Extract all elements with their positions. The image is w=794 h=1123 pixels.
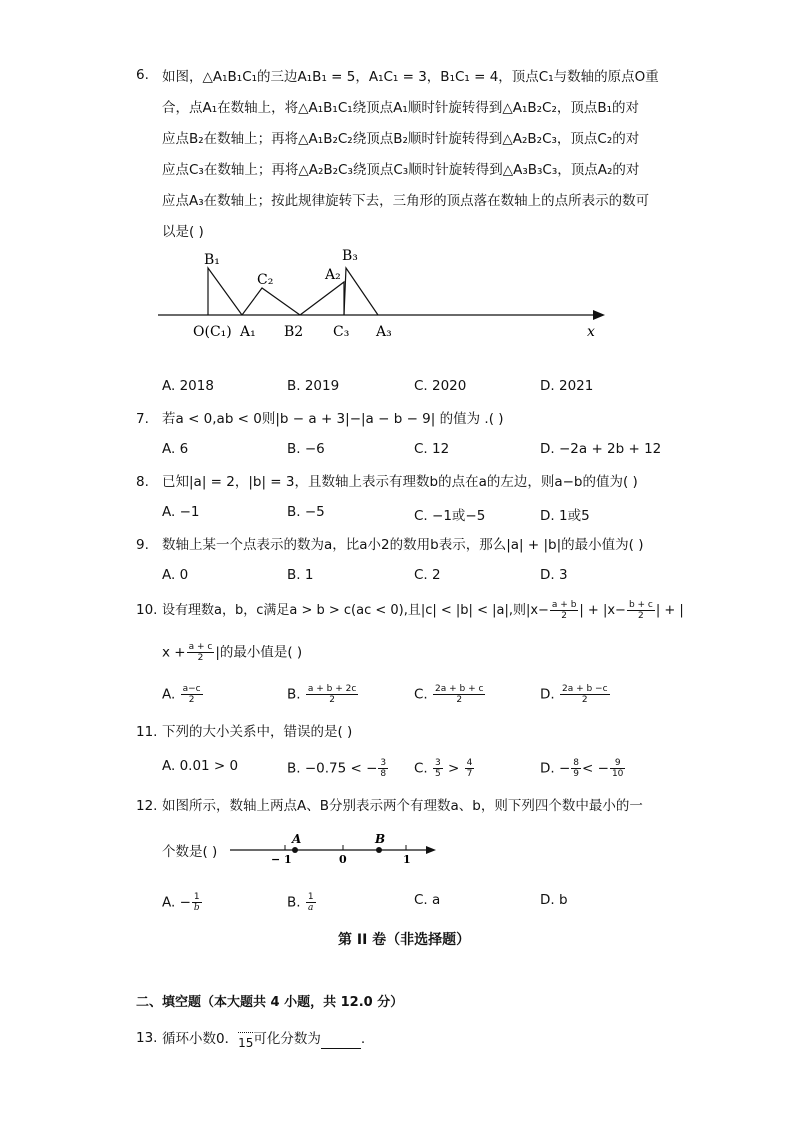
q12-options [162,892,722,912]
q7-option-a[interactable]: A. 6 [162,441,189,457]
q13-number: 13. [136,1030,158,1046]
q10-option-b-den: 2 [329,695,335,705]
q10-option-c-fraction [433,684,485,705]
q10-text-2a: x + [162,644,186,661]
q12-option-b[interactable] [287,892,317,913]
q10-option-a-fraction [181,684,203,705]
q13-answer-blank[interactable] [321,1034,361,1049]
q11-option-d-den-1: 9 [573,769,580,779]
label-a2: A₂ [325,267,341,283]
q6-option-a[interactable]: A. 2018 [162,378,214,394]
q12-label-minus-one: − 1 [271,853,292,866]
q12-point-b [376,847,382,853]
q11-number: 11. [136,724,158,740]
q13-text-end: . [360,1031,366,1047]
q11-option-d-fraction-1 [571,758,581,779]
q12-option-b-num: 1 [307,892,314,902]
q11-text: 下列的大小关系中，错误的是( ) [162,724,353,740]
q6-option-b[interactable]: B. 2019 [287,378,340,394]
q8-number: 8. [136,474,149,490]
label-x: x [587,324,595,340]
q11-option-d-fraction-2 [610,758,625,779]
q10-number: 10. [136,602,158,618]
q13-repeating-digits: 15 [238,1032,253,1053]
q12-label-a: A [292,832,302,846]
label-a1: A₁ [240,324,256,340]
triangle-4 [344,268,378,315]
triangle-2 [242,288,300,315]
q11-option-d-num-2: 9 [610,758,625,769]
q11-option-c-num-1: 3 [435,758,441,768]
q12-option-c[interactable]: C. a [414,892,441,908]
q12-option-a-num: 1 [192,892,202,903]
q12-line-1: 如图所示，数轴上两点A、B分别表示两个有理数a、b，则下列四个数中最小的一 [162,798,643,814]
q6-line-3: 应点B₂在数轴上；再将△A₁B₂C₂绕顶点B₂顺时针旋转得到△A₂B₂C₃，顶点C₂的对 [162,131,640,147]
q11-option-c-fraction-1 [433,758,443,779]
q10-fraction-3 [187,642,215,663]
q7-option-b[interactable]: B. −6 [287,441,325,457]
q12-label-one: 1 [403,853,411,866]
label-c3: C₃ [333,324,350,340]
q11-option-d-operator: < − [582,760,609,777]
q11-option-d[interactable] [540,758,626,779]
q12-option-b-text: B. [287,894,301,911]
q8-options [162,504,722,524]
q10-option-b-num: a + b + 2c [307,684,357,694]
q10-option-b-fraction [306,684,358,705]
q12-option-d[interactable]: D. b [540,892,568,908]
q11-option-c[interactable] [414,758,475,779]
q10-option-c-num: 2a + b + c [435,684,484,694]
q10-option-c-label: C. [414,686,428,703]
q9-option-b[interactable]: B. 1 [287,567,314,583]
q10-option-c-den: 2 [456,695,463,705]
q6-line-1: 如图，△A₁B₁C₁的三边A₁B₁ = 5，A₁C₁ = 3，B₁C₁ = 4，顶点C₁与数轴的原点O重 [162,69,659,85]
q10-option-a-label: A. [162,686,176,703]
q11-option-b-text: B. −0.75 < − [287,760,378,777]
q12-option-b-fraction [306,892,316,913]
q10-option-a-den: 2 [188,695,195,705]
triangle-1 [208,268,242,315]
q12-number: 12. [136,798,158,814]
q13-text-pre: 循环小数0． [162,1031,239,1047]
q11-option-d-text: D. − [540,760,571,777]
q8-text: 已知|a| = 2，|b| = 3，且数轴上表示有理数b的点在a的左边，则a−b的值为( ) [162,474,638,490]
q12-option-a-text: A. − [162,894,191,911]
q6-number: 6. [136,67,149,83]
q13-text [162,1028,365,1049]
q11-option-c-fraction-2 [465,758,475,779]
q12-option-a-fraction [192,892,202,913]
label-b1: B₁ [204,252,220,268]
q8-option-a[interactable]: A. −1 [162,504,200,520]
q9-option-d[interactable]: D. 3 [540,567,568,583]
q10-text-1b: | + |x− [579,603,626,618]
q6-line-4: 应点C₃在数轴上；再将△A₂B₂C₃绕顶点C₃顺时针旋转得到△A₃B₃C₃，顶点A₂的对 [162,162,640,178]
q9-number: 9. [136,537,149,553]
q10-options [162,684,722,704]
q11-option-c-text: C. [414,760,428,777]
q12-option-a-den: b [193,903,200,913]
q10-f3-num: a + c [188,642,213,652]
q8-option-d[interactable]: D. 1或5 [540,508,590,524]
q8-option-b[interactable]: B. −5 [287,504,325,520]
label-a3: A₃ [376,324,392,340]
q7-option-c[interactable]: C. 12 [414,441,450,457]
q10-text-1c: | + | [655,603,684,618]
q12-line-2: 个数是( ) [162,844,218,860]
q10-option-d-label: D. [540,686,555,703]
q10-option-c[interactable] [414,684,486,705]
q9-option-a[interactable]: A. 0 [162,567,189,583]
q10-option-b-label: B. [287,686,301,703]
q10-f2-num: b + c [628,600,653,610]
q8-option-c[interactable]: C. −1或−5 [414,508,486,524]
q10-option-b[interactable] [287,684,359,705]
triangle-3 [300,282,344,315]
q9-text: 数轴上某一个点表示的数为a，比a小2的数用b表示，那么|a| + |b|的最小值为( ) [162,537,644,553]
q12-point-a [292,847,298,853]
q11-option-c-operator: > [448,760,460,777]
q10-f1-den: 2 [561,611,568,621]
q7-option-d[interactable]: D. −2a + 2b + 12 [540,441,662,457]
q12-axis-arrow-icon [426,846,436,854]
q10-fraction-2 [627,600,655,621]
q11-option-c-den-2: 7 [466,769,473,779]
q10-line-1 [162,600,684,621]
q11-option-a[interactable]: A. 0.01 > 0 [162,758,239,774]
axis-arrow-icon [593,310,605,320]
q10-option-d-num: 2a + b −c [561,684,608,694]
q11-option-d-den-2: 10 [611,769,624,779]
q11-option-b-fraction [378,758,388,779]
q11-option-c-num-2: 4 [466,758,473,768]
q12-label-b: B [375,832,386,846]
q11-option-b-den: 8 [380,769,387,779]
q10-option-d-fraction [560,684,610,705]
q12-option-b-den: a [308,903,314,913]
q10-f2-den: 2 [638,611,644,621]
q6-line-2: 合，点A₁在数轴上，将△A₁B₁C₁绕顶点A₁顺时针旋转得到△A₁B₂C₂，顶点B₁的对 [162,100,640,116]
q7-number: 7. [136,411,149,427]
q10-f3-den: 2 [197,653,204,663]
q7-text: 若a < 0,ab < 0则|b − a + 3|−|a − b − 9| 的值为 .( ) [162,411,504,427]
q6-figure [150,240,620,350]
part2-title: 第 II 卷（非选择题） [338,932,471,948]
q12-option-a[interactable] [162,892,203,913]
q11-option-d-num-1: 8 [573,758,580,768]
q10-text-2b: |的最小值是( ) [215,644,303,661]
label-o: O(C₁) [193,324,232,340]
label-b3: B₃ [342,248,358,264]
q11-options [162,758,722,778]
q10-option-d-den: 2 [581,695,588,705]
q13-text-post: 可化分数为 [253,1031,321,1047]
q10-option-d[interactable] [540,684,611,705]
q11-option-b[interactable] [287,758,389,779]
q6-option-c[interactable]: C. 2020 [414,378,467,394]
q7-options [162,441,722,461]
q9-option-c[interactable]: C. 2 [414,567,441,583]
q6-line-5: 应点A₃在数轴上；按此规律旋转下去，三角形的顶点落在数轴上的点所表示的数可 [162,193,650,209]
q6-options [162,378,722,398]
q12-label-zero: 0 [339,853,347,866]
q11-option-b-num: 3 [380,758,387,768]
q11-option-c-den-1: 5 [435,769,441,779]
q10-f1-num: a + b [551,600,577,610]
q10-option-a[interactable] [162,684,204,705]
q10-option-a-num: a−c [182,684,201,694]
q6-line-6: 以是( ) [162,224,204,240]
q9-options [162,567,722,587]
q10-line-2 [162,642,302,663]
q10-fraction-1 [550,600,579,621]
label-b2: B2 [284,324,304,340]
section2-title: 二、填空题（本大题共 4 小题，共 12.0 分） [136,995,404,1010]
label-c2: C₂ [257,272,274,288]
q12-number-line [228,830,440,866]
q6-option-d[interactable]: D. 2021 [540,378,594,394]
q10-text-1a: 设有理数a，b，c满足a > b > c(ac < 0),且|c| < |b| < |a|,则|x− [162,603,549,618]
